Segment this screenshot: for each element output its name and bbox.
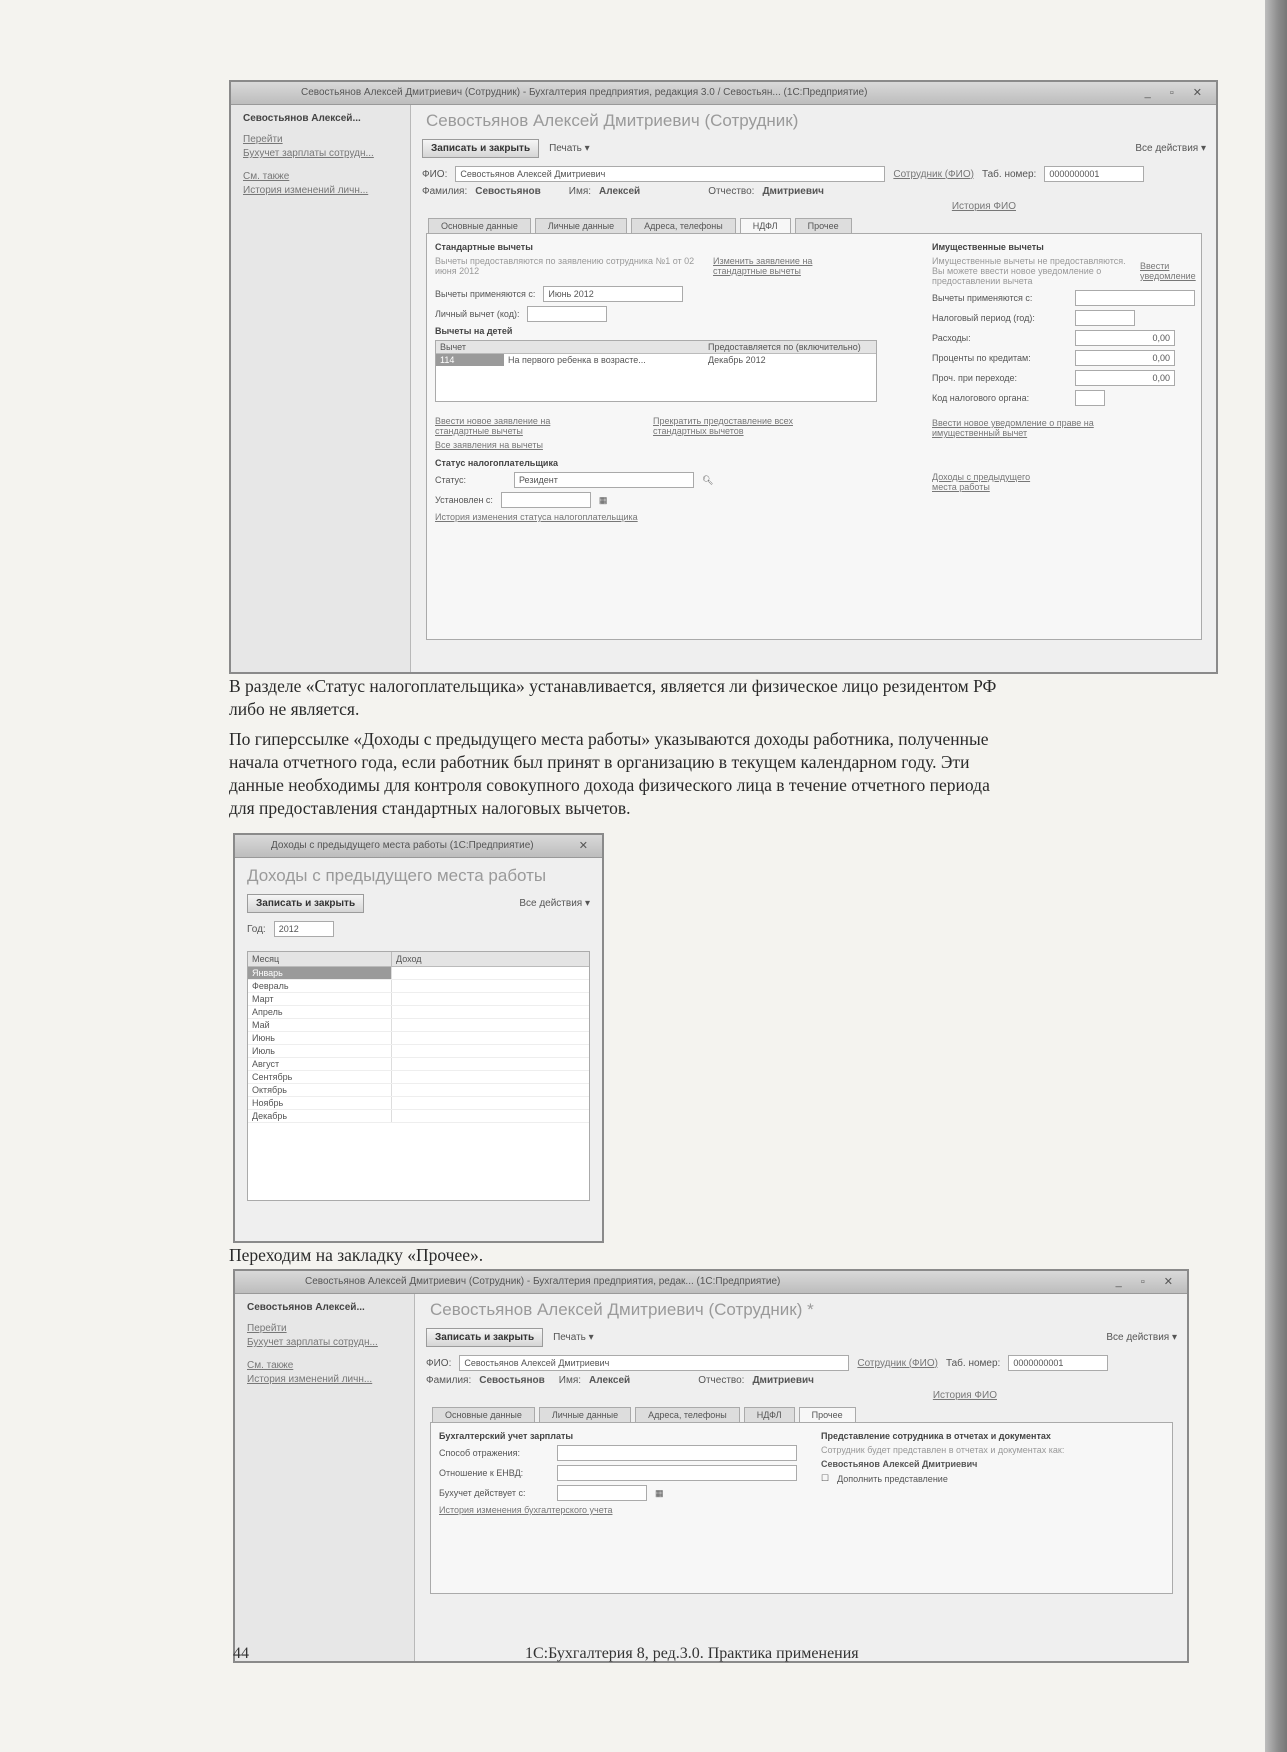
rep-check-label: Дополнить представление xyxy=(837,1473,948,1484)
fio-label: ФИО: xyxy=(426,1357,452,1369)
window-titlebar xyxy=(231,82,1216,105)
patronymic-value: Дмитриевич xyxy=(762,186,824,197)
history-fio-link[interactable]: История ФИО xyxy=(951,201,1016,212)
form-title: Севостьянов Алексей Дмитриевич (Сотрудник) xyxy=(426,111,799,130)
expenses-label: Расходы: xyxy=(932,333,971,343)
screenshot-other-tab xyxy=(233,1269,1189,1663)
sidebar-title: Севостьянов Алексей... xyxy=(247,1302,365,1313)
surname-label: Фамилия: xyxy=(422,186,468,197)
col-income: Доход xyxy=(396,954,422,964)
table-row[interactable] xyxy=(248,993,589,1006)
month-cell: Сентябрь xyxy=(248,1071,392,1083)
surname-value: Севостьянов xyxy=(479,1375,545,1386)
stop-deductions-link[interactable]: Прекратить предоставление всех стандартных вычетов xyxy=(653,416,793,436)
sidebar-link-history[interactable]: История изменений личн... xyxy=(243,185,369,196)
property-deductions xyxy=(932,238,1202,496)
window-controls[interactable]: _ ▫ ✕ xyxy=(1115,1276,1181,1288)
other-field[interactable]: 0,00 xyxy=(1075,370,1175,386)
form-title: Севостьянов Алексей Дмитриевич (Сотрудник) * xyxy=(430,1300,814,1319)
rep-name: Севостьянов Алексей Дмитриевич xyxy=(821,1459,978,1469)
tab-ndfl[interactable]: НДФЛ xyxy=(744,1407,795,1422)
tab-number-label: Таб. номер: xyxy=(981,168,1037,180)
status-title: Статус налогоплательщика xyxy=(435,458,558,468)
representation-section xyxy=(821,1427,1141,1488)
table-row[interactable] xyxy=(248,1071,589,1084)
fio-label: ФИО: xyxy=(422,168,448,180)
income-table[interactable] xyxy=(247,951,590,1201)
col-until: Предоставляется по (включительно) xyxy=(708,342,861,352)
method-label: Способ отражения: xyxy=(439,1448,520,1458)
acc-history-link[interactable]: История изменения бухгалтерского учета xyxy=(439,1505,613,1515)
prev-income-link[interactable]: Доходы с предыдущего места работы xyxy=(932,472,1031,492)
sidebar-link-goto[interactable]: Перейти xyxy=(243,134,283,145)
checkbox[interactable]: ☐ xyxy=(821,1473,830,1483)
rep-title: Представление сотрудника в отчетах и документах xyxy=(821,1431,1051,1441)
envd-field[interactable] xyxy=(557,1465,797,1481)
col-deduction: Вычет xyxy=(440,342,466,352)
window-controls[interactable]: _ ▫ ✕ xyxy=(1144,87,1210,99)
page-number: 44 xyxy=(233,1645,249,1662)
prop-enter-link[interactable]: Ввести уведомление xyxy=(1140,261,1196,281)
std-change-link[interactable]: Изменить заявление на стандартные вычеты xyxy=(713,256,813,276)
fio-field[interactable]: Севостьянов Алексей Дмитриевич xyxy=(459,1355,849,1371)
code-cell: 114 xyxy=(436,354,504,366)
inspection-field[interactable] xyxy=(1075,390,1105,406)
set-from-label: Установлен с: xyxy=(435,495,493,505)
month-cell: Октябрь xyxy=(248,1084,392,1096)
envd-label: Отношение к ЕНВД: xyxy=(439,1468,524,1478)
window-title: Севостьянов Алексей Дмитриевич (Сотрудник) - Бухгалтерия предприятия, редакция 3.0 / Севостьян... (1С:Предприятие) xyxy=(301,87,868,98)
months-list xyxy=(248,967,589,1123)
surname-value: Севостьянов xyxy=(475,186,541,197)
std-title: Стандартные вычеты xyxy=(435,242,533,252)
tab-strip xyxy=(428,218,1206,233)
all-actions-menu[interactable]: Все действия ▾ xyxy=(1135,143,1206,154)
close-icon[interactable]: ✕ xyxy=(578,840,596,852)
expenses-field[interactable]: 0,00 xyxy=(1075,330,1175,346)
patronymic-label: Отчество: xyxy=(698,1375,745,1386)
print-menu[interactable]: Печать ▾ xyxy=(553,1332,594,1343)
table-row[interactable] xyxy=(248,1084,589,1097)
standard-deductions xyxy=(435,238,875,526)
patronymic-label: Отчество: xyxy=(708,186,755,197)
month-cell: Ноябрь xyxy=(248,1097,392,1109)
status-history-link[interactable]: История изменения статуса налогоплательщика xyxy=(435,512,638,522)
rep-note: Сотрудник будет представлен в отчетах и документах как: xyxy=(821,1445,1065,1455)
paragraph-go-other: Переходим на закладку «Прочее». xyxy=(229,1245,484,1265)
other-panel xyxy=(430,1422,1173,1594)
form-main xyxy=(235,858,602,1207)
save-close-button[interactable]: Записать и закрыть xyxy=(426,1328,543,1347)
prop-apply-label: Вычеты применяются с: xyxy=(932,293,1033,303)
form-main xyxy=(412,105,1216,672)
valid-from-field[interactable] xyxy=(557,1485,647,1501)
tab-number-label: Таб. номер: xyxy=(945,1357,1001,1369)
table-row[interactable] xyxy=(436,354,876,366)
apply-from-label: Вычеты применяются с: xyxy=(435,289,536,299)
calendar-icon[interactable]: ▦ xyxy=(655,1487,664,1498)
name-value: Алексей xyxy=(599,186,641,197)
personal-deduction-field[interactable] xyxy=(527,306,607,322)
tab-strip xyxy=(432,1407,1177,1422)
children-title: Вычеты на детей xyxy=(435,326,513,336)
fio-field[interactable]: Севостьянов Алексей Дмитриевич xyxy=(455,166,885,182)
sidebar-link-payroll[interactable]: Бухучет зарплаты сотрудн... xyxy=(247,1337,378,1348)
year-label: Год: xyxy=(247,923,266,935)
form-main xyxy=(416,1294,1187,1661)
tab-personal[interactable]: Личные данные xyxy=(535,218,627,233)
sidebar-link-goto[interactable]: Перейти xyxy=(247,1323,287,1334)
inspection-label: Код налогового органа: xyxy=(932,393,1030,403)
name-label: Имя: xyxy=(568,186,592,197)
all-actions-menu[interactable]: Все действия ▾ xyxy=(519,898,590,909)
tab-addresses[interactable]: Адреса, телефоны xyxy=(635,1407,740,1422)
para1-line1: В разделе «Статус налогоплательщика» устанавливается, является ли физическое лицо резидентом РФ xyxy=(229,676,997,696)
credit-field[interactable]: 0,00 xyxy=(1075,350,1175,366)
table-row[interactable] xyxy=(248,1110,589,1123)
para2-line4: для предоставления стандартных налоговых вычетов. xyxy=(229,798,631,818)
sidebar-link-see-also[interactable]: См. также xyxy=(247,1360,294,1371)
table-row[interactable] xyxy=(248,967,589,980)
save-close-button[interactable]: Записать и закрыть xyxy=(247,894,364,913)
col-month: Месяц xyxy=(248,952,392,966)
fio-employee-link[interactable]: Сотрудник (ФИО) xyxy=(893,168,974,180)
desc-cell: На первого ребенка в возрасте... xyxy=(508,355,646,365)
para1-line2: либо не является. xyxy=(229,699,360,719)
set-from-field[interactable] xyxy=(501,492,591,508)
sidebar-link-history[interactable]: История изменений личн... xyxy=(247,1374,373,1385)
month-cell: Июль xyxy=(248,1045,392,1057)
month-cell: Февраль xyxy=(248,980,392,992)
month-cell: Апрель xyxy=(248,1006,392,1018)
tab-other[interactable]: Прочее xyxy=(799,1407,856,1422)
new-application-link[interactable]: Ввести новое заявление на стандартные вычеты xyxy=(435,416,551,436)
year-field[interactable]: 2012 xyxy=(274,921,334,937)
table-row[interactable] xyxy=(248,980,589,993)
tab-other[interactable]: Прочее xyxy=(795,218,852,233)
tab-number-field[interactable]: 0000000001 xyxy=(1008,1355,1108,1371)
table-row[interactable] xyxy=(248,1019,589,1032)
table-row[interactable] xyxy=(248,1097,589,1110)
apply-from-field[interactable]: Июнь 2012 xyxy=(543,286,683,302)
tab-number-field[interactable]: 0000000001 xyxy=(1044,166,1144,182)
window-title: Севостьянов Алексей Дмитриевич (Сотрудник) - Бухгалтерия предприятия, редак... (1С:Предприятие) xyxy=(305,1276,781,1287)
month-cell: Март xyxy=(248,993,392,1005)
prop-new-link[interactable]: Ввести новое уведомление о праве на имущественный вычет xyxy=(932,418,1094,438)
page-edge-shadow xyxy=(1265,0,1287,1752)
tax-period-field[interactable] xyxy=(1075,310,1135,326)
form-title: Доходы с предыдущего места работы xyxy=(247,866,547,885)
tab-basic[interactable]: Основные данные xyxy=(428,218,531,233)
name-label: Имя: xyxy=(558,1375,582,1386)
fio-employee-link[interactable]: Сотрудник (ФИО) xyxy=(857,1357,938,1369)
month-cell: Август xyxy=(248,1058,392,1070)
screenshot-prev-income xyxy=(233,833,604,1243)
status-field[interactable]: Резидент xyxy=(514,472,694,488)
save-close-button[interactable]: Записать и закрыть xyxy=(422,139,539,158)
status-label: Статус: xyxy=(435,475,466,485)
print-menu[interactable]: Печать ▾ xyxy=(549,143,590,154)
window-titlebar xyxy=(235,835,602,858)
ndfl-panel xyxy=(426,233,1202,640)
sidebar-link-payroll[interactable]: Бухучет зарплаты сотрудн... xyxy=(243,148,374,159)
until-cell: Декабрь 2012 xyxy=(708,355,766,365)
prop-note: Имущественные вычеты не предоставляются. Вы можете ввести новое уведомление о предоставлении вычета xyxy=(932,256,1126,286)
window-title: Доходы с предыдущего места работы (1С:Предприятие) xyxy=(271,840,534,851)
table-row[interactable] xyxy=(248,1045,589,1058)
calendar-icon[interactable]: ▦ xyxy=(598,494,608,505)
accounting-section xyxy=(439,1427,809,1519)
tab-personal[interactable]: Личные данные xyxy=(539,1407,631,1422)
prop-title: Имущественные вычеты xyxy=(932,242,1044,252)
table-row[interactable] xyxy=(248,1006,589,1019)
std-note: Вычеты предоставляются по заявлению сотрудника №1 от 02 июня 2012 xyxy=(435,256,695,276)
sidebar xyxy=(235,1294,415,1661)
table-row[interactable] xyxy=(248,1058,589,1071)
sidebar xyxy=(231,105,411,672)
month-cell: Декабрь xyxy=(248,1110,392,1122)
search-icon[interactable]: 🔍︎ xyxy=(701,474,714,485)
credit-label: Проценты по кредитам: xyxy=(932,353,1031,363)
month-cell: Май xyxy=(248,1019,392,1031)
screenshot-ndfl-tab xyxy=(229,80,1218,674)
valid-from-label: Бухучет действует с: xyxy=(439,1488,526,1498)
table-row[interactable] xyxy=(248,1032,589,1045)
sidebar-title: Севостьянов Алексей... xyxy=(243,113,361,124)
footer-title: 1С:Бухгалтерия 8, ред.3.0. Практика применения xyxy=(525,1645,859,1662)
para2-line2: начала отчетного года, если работник был принят в организацию в текущем календарном году. Эти xyxy=(229,752,970,772)
prop-apply-field[interactable] xyxy=(1075,290,1195,306)
name-value: Алексей xyxy=(589,1375,631,1386)
surname-label: Фамилия: xyxy=(426,1375,472,1386)
window-titlebar xyxy=(235,1271,1187,1294)
other-label: Проч. при переходе: xyxy=(932,373,1018,383)
tax-period-label: Налоговый период (год): xyxy=(932,313,1035,323)
tab-ndfl[interactable]: НДФЛ xyxy=(740,218,791,233)
history-fio-link[interactable]: История ФИО xyxy=(932,1390,997,1401)
para2-line1: По гиперссылке «Доходы с предыдущего места работы» указываются доходы работника, полученные xyxy=(229,729,989,749)
paragraph-income xyxy=(229,728,1287,820)
month-cell: Январь xyxy=(248,967,392,979)
method-field[interactable] xyxy=(557,1445,797,1461)
sidebar-link-see-also[interactable]: См. также xyxy=(243,171,290,182)
month-cell: Июнь xyxy=(248,1032,392,1044)
patronymic-value: Дмитриевич xyxy=(752,1375,814,1386)
all-applications-link[interactable]: Все заявления на вычеты xyxy=(435,440,543,450)
para2-line3: данные необходимы для контроля совокупного дохода физического лица в течение отчетного периода xyxy=(229,775,990,795)
toolbar xyxy=(422,139,1206,158)
tab-addresses[interactable]: Адреса, телефоны xyxy=(631,218,736,233)
paragraph-status xyxy=(229,675,1287,721)
all-actions-menu[interactable]: Все действия ▾ xyxy=(1106,1332,1177,1343)
children-table[interactable] xyxy=(435,340,877,402)
tab-basic[interactable]: Основные данные xyxy=(432,1407,535,1422)
acc-title: Бухгалтерский учет зарплаты xyxy=(439,1431,574,1441)
personal-deduction-label: Личный вычет (код): xyxy=(435,309,520,319)
